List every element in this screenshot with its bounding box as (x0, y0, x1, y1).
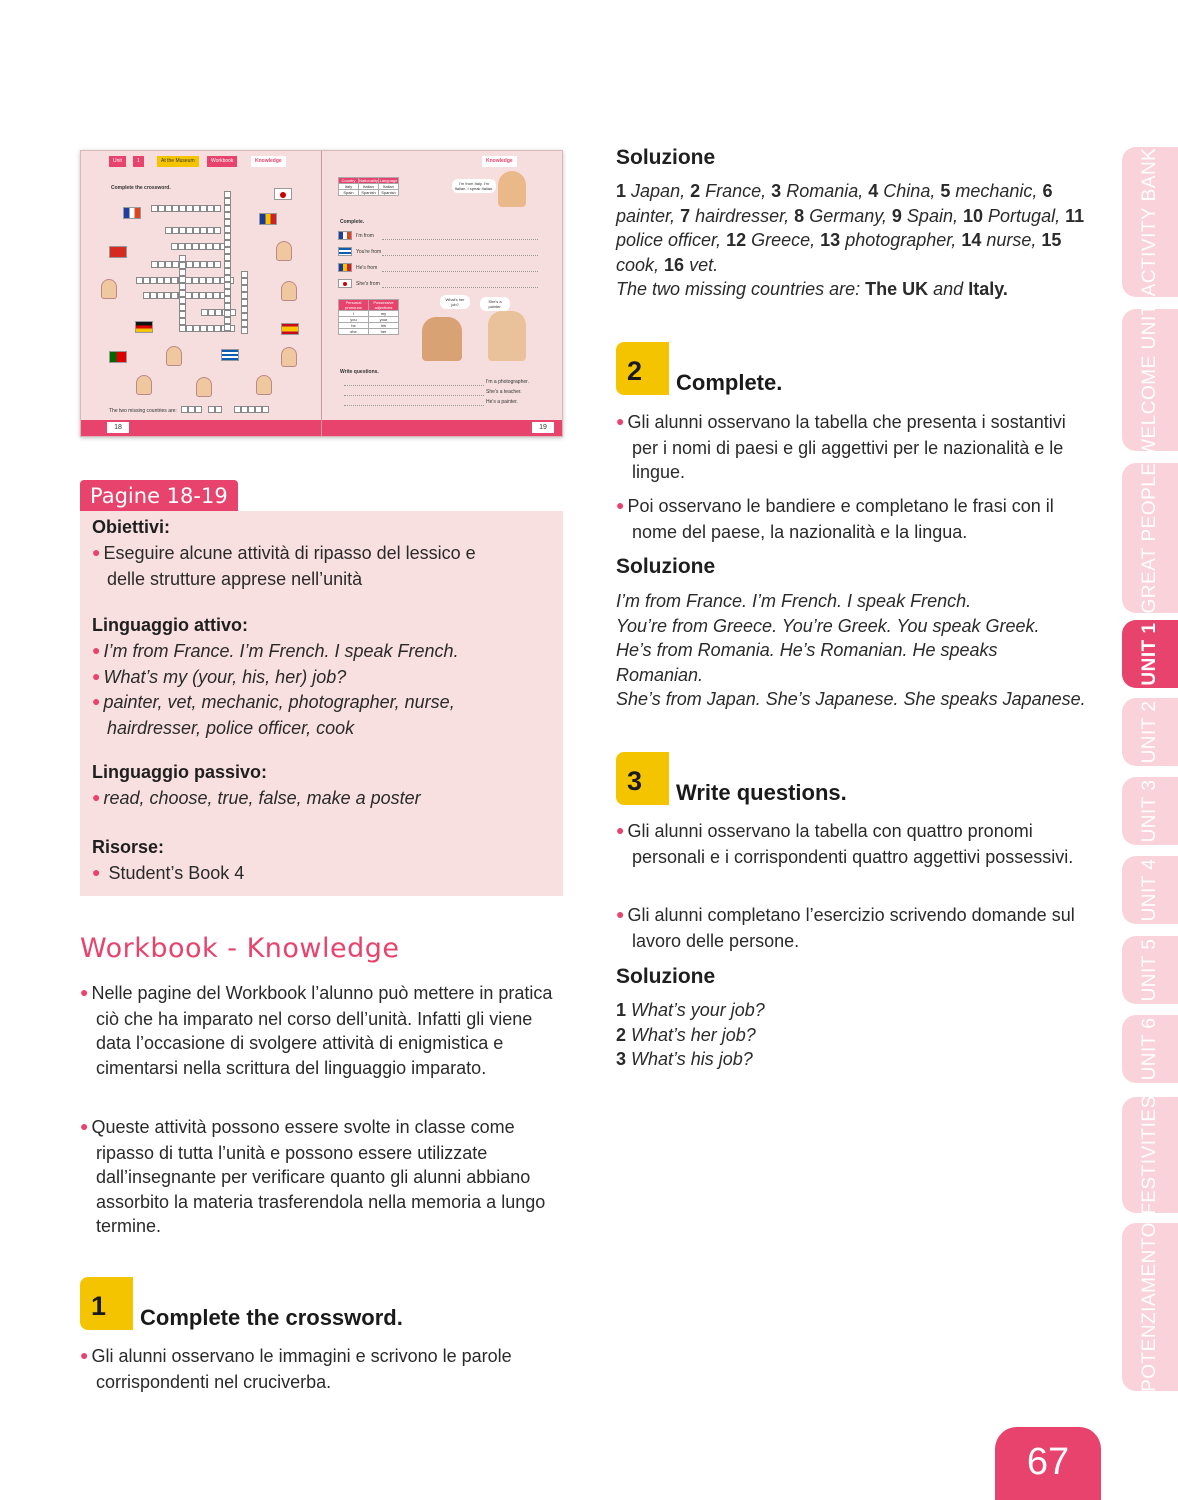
risorse-item (92, 861, 532, 887)
thumb-table-cell: Spanish (359, 190, 379, 196)
thumb-table-cell: Italian (359, 184, 379, 190)
exercise-title: Write questions. (676, 780, 847, 805)
thumb-pronoun-table (338, 299, 399, 335)
thumb-line-label: I'm from (356, 233, 374, 239)
thumb-page-number-right: 19 (532, 422, 554, 433)
thumb-table-cell: she (339, 329, 369, 335)
exercise-text: Poi osservano le bandiere e completano le frasi con il nome del paese, la nazionalità e la lingua. (627, 496, 1054, 542)
thumb-write-line (382, 271, 538, 272)
bullet-icon: ● (616, 822, 625, 838)
crossword-column (241, 271, 248, 334)
tab-festivities[interactable] (1122, 1097, 1178, 1213)
bullet-icon: ● (616, 906, 625, 922)
thumb-write-line (344, 395, 484, 396)
workbook-page-right (322, 151, 563, 436)
exercise-bullet (616, 494, 1094, 544)
thumb-right-header: Knowledge (482, 156, 517, 167)
lesson-info-box (80, 511, 563, 896)
crossword-column (179, 255, 186, 332)
exercise-text: Gli alunni osservano le immagini e scrivono le parole corrispondenti nel cruciverba. (91, 1346, 512, 1392)
vet-figure-icon (256, 375, 272, 395)
risorse-heading: Risorse: (92, 837, 165, 857)
thumb-table-cell: Spanish (379, 190, 399, 196)
exercise-title: Complete the crossword. (140, 1305, 403, 1330)
thumb-table-cell: I (339, 311, 369, 317)
thumb-table-cell: Italian (379, 184, 399, 190)
thumb-line-label: You're from (356, 249, 382, 255)
crossword-row (151, 261, 221, 268)
tab-label: UNIT 1 (1139, 622, 1160, 686)
bullet-icon: ● (616, 413, 625, 429)
thumb-table-cell: her (369, 329, 399, 335)
tab-label: UNIT 5 (1139, 938, 1160, 1002)
thumb-bubble-answer: She's a painter. (480, 297, 510, 311)
solution-heading: Soluzione (616, 965, 716, 988)
thumb-line-label: He's from (356, 265, 378, 271)
exercise-text: Gli alunni osservano la tabella che presenta i sostantivi per i nomi di paesi e gli aggettivi per le nazionalità e le lingue. (627, 412, 1066, 482)
thumb-speech-bubble: I'm from Italy. I'm Italian. I speak Italian. (452, 179, 496, 193)
workbook-paragraph (80, 1115, 560, 1239)
tab-unit-4[interactable] (1122, 856, 1178, 924)
thumb-page-number-left: 18 (107, 422, 129, 433)
greece-flag-icon (221, 349, 239, 361)
thumb-answer: She's a teacher. (486, 389, 522, 395)
thumb-table-head: Country (339, 178, 359, 184)
girl-figure-icon (422, 317, 462, 361)
tab-unit-3[interactable] (1122, 777, 1178, 845)
bullet-icon: ● (92, 693, 101, 709)
france-flag-icon (123, 207, 141, 219)
solution-text: 1 Japan, 2 France, 3 Romania, 4 China, 5 mechanic, 6 painter, 7 hairdresser, 8 Germany, 9 Spain, 10 Portugal, 11 police officer, 12 Greece, 13 photographer, 14 nurse, 15 cook, 16 vet. The two missing countries are: The UK and Italy. (616, 181, 1085, 299)
solution-line: You’re from Greece. You’re Greek. You speak Greek. (616, 615, 1040, 636)
romania-flag-icon (338, 263, 352, 272)
workbook-spread-thumbnail (80, 150, 563, 437)
thumb-complete-title: Complete. (340, 219, 365, 225)
exercise-bullet (616, 410, 1094, 485)
thumb-write-line (382, 287, 538, 288)
thumb-table-head: Personal pronouns (339, 300, 369, 311)
thumb-tag-knowledge: Knowledge (251, 156, 286, 167)
solution-line: Romanian. (616, 664, 704, 685)
solution-heading: Soluzione (616, 146, 716, 169)
tab-unit-6[interactable] (1122, 1015, 1178, 1083)
bullet-icon: ● (92, 789, 101, 805)
tab-label: GREAT PEOPLE (1139, 462, 1160, 614)
thumb-table-cell: Italy (339, 184, 359, 190)
thumb-answer: He's a painter. (486, 399, 518, 405)
attivo-item: What’s my (your, his, her) job? (103, 666, 347, 687)
passivo-heading: Linguaggio passivo: (92, 762, 268, 782)
exercise-title: Complete. (676, 370, 783, 395)
thumb-answer: I'm a photographer. (486, 379, 529, 385)
thumb-table-cell: my (369, 311, 399, 317)
tab-activity-bank[interactable] (1122, 147, 1178, 297)
thumb-write-title: Write questions. (340, 369, 379, 375)
tab-label: UNIT 3 (1139, 779, 1160, 843)
spain-flag-icon (281, 323, 299, 335)
thumb-table-cell: your (369, 317, 399, 323)
risorse-text: Student’s Book 4 (108, 863, 245, 883)
workbook-knowledge-title: Workbook - Knowledge (80, 933, 400, 964)
obiettivi-item (92, 541, 502, 591)
bullet-icon: ● (92, 864, 101, 880)
thumb-footer-bar (322, 420, 563, 436)
exercise-number-badge: 1 (80, 1277, 133, 1330)
attivo-item: painter, vet, mechanic, photographer, nurse, hairdresser, police officer, cook (103, 692, 455, 738)
solution-text: 1 What’s your job? 2 What’s her job? 3 What’s his job? (616, 1000, 765, 1069)
exercise-text: Gli alunni osservano la tabella con quattro pronomi personali e i corrispondenti quattro aggettivi possessivi. (627, 821, 1074, 867)
tab-label: UNIT 4 (1139, 858, 1160, 922)
bullet-icon: ● (92, 667, 101, 684)
bullet-icon: ● (92, 642, 101, 658)
thumb-country-table (338, 177, 399, 196)
boy-figure-icon (498, 171, 526, 207)
pagine-label: Pagine 18-19 (80, 480, 238, 512)
workbook-text: Queste attività possono essere svolte in classe come ripasso di tutta l’unità e possono essere utilizzate dall’insegnante per verificare quanto gli alunni abbiano assorbito la materia trasferendola nella memoria a lungo termine. (91, 1117, 546, 1236)
bullet-icon: ● (80, 984, 89, 1000)
bullet-icon: ● (80, 1118, 89, 1134)
crossword-row (151, 205, 221, 212)
thumb-table-cell: Spain (339, 190, 359, 196)
cook-figure-icon (281, 347, 297, 367)
thumb-write-line (382, 239, 538, 240)
tab-welcome-unit[interactable] (1122, 303, 1178, 457)
exercise-text: Gli alunni completano l’esercizio scrivendo domande sul lavoro delle persone. (627, 905, 1075, 951)
workbook-text: Nelle pagine del Workbook l’alunno può mettere in pratica ciò che ha imparato nel corso dell’unità. Infatti gli viene data l’occasione di svolgere attività di enigmistica e cimentarsi nella scrittura del linguaggio imparato. (91, 983, 553, 1078)
tab-potenziamento[interactable] (1122, 1223, 1178, 1391)
china-flag-icon (109, 246, 127, 258)
solution-line: I’m from France. I’m French. I speak French. (616, 591, 972, 611)
japan-flag-icon (338, 279, 352, 288)
bullet-icon: ● (80, 1347, 89, 1363)
tab-unit-2[interactable] (1122, 698, 1178, 766)
greece-flag-icon (338, 247, 352, 256)
thumb-line-label: She's from (356, 281, 380, 287)
boy-figure-icon (488, 311, 526, 361)
solution-heading: Soluzione (616, 555, 716, 578)
tab-label: UNIT 2 (1139, 700, 1160, 764)
tab-unit-1[interactable] (1122, 620, 1178, 688)
thumb-tag-title: At the Museum (157, 156, 199, 167)
bullet-icon: ● (616, 497, 625, 513)
exercise-description (80, 1344, 560, 1394)
thumb-bubble-question: What's her job? (440, 295, 470, 309)
thumb-tag-unit-number: 1 (133, 156, 144, 167)
thumb-write-line (344, 385, 484, 386)
thumb-table-cell: he (339, 323, 369, 329)
photographer-figure-icon (196, 377, 212, 397)
thumb-table-cell: his (369, 323, 399, 329)
thumb-table-cell: you (339, 317, 369, 323)
obiettivi-text: Eseguire alcune attività di ripasso del lessico e delle strutture apprese nell’unità (103, 543, 476, 589)
portugal-flag-icon (109, 351, 127, 363)
attivo-heading: Linguaggio attivo: (92, 615, 248, 635)
tab-label: POTENZIAMENTO (1139, 1222, 1160, 1392)
thumb-write-line (344, 405, 484, 406)
tab-label: WELCOME UNIT (1139, 303, 1160, 457)
romania-flag-icon (259, 213, 277, 225)
passivo-item (92, 786, 532, 812)
crossword-answer-boxes (181, 406, 269, 413)
exercise-bullet (616, 819, 1094, 869)
painter-figure-icon (276, 241, 292, 261)
passivo-text: read, choose, true, false, make a poster (103, 788, 421, 808)
exercise-number-badge: 3 (616, 752, 669, 805)
nurse-figure-icon (136, 375, 152, 395)
tab-label: ACTIVITY BANK (1139, 147, 1160, 297)
thumb-missing-countries: The two missing countries are: (109, 408, 177, 414)
attivo-item: I’m from France. I’m French. I speak French. (103, 641, 459, 661)
mechanic-figure-icon (281, 281, 297, 301)
attivo-list (92, 639, 502, 740)
thumb-write-line (382, 255, 538, 256)
solution-line: He’s from Romania. He’s Romanian. He speaks (616, 640, 998, 660)
crossword-column (224, 191, 231, 331)
solution-line: She’s from Japan. She’s Japanese. She speaks Japanese. (616, 689, 1086, 709)
japan-flag-icon (274, 188, 292, 200)
police-officer-figure-icon (166, 346, 182, 366)
workbook-paragraph (80, 981, 560, 1080)
page-number: 67 (995, 1427, 1101, 1500)
tab-unit-5[interactable] (1122, 936, 1178, 1004)
france-flag-icon (338, 231, 352, 240)
hairdresser-figure-icon (101, 279, 117, 299)
solution-text (616, 589, 1094, 712)
tab-label: FESTIVITIES (1139, 1095, 1160, 1215)
bullet-icon: ● (92, 544, 101, 560)
thumb-table-head: Language (379, 178, 398, 183)
thumb-tag-unit: Unit (109, 156, 126, 167)
crossword-row (171, 243, 227, 250)
obiettivi-heading: Obiettivi: (92, 517, 171, 537)
workbook-page-left (81, 151, 322, 436)
thumb-table-head: Possessive adjectives (369, 300, 399, 311)
exercise-bullet (616, 903, 1094, 953)
thumb-exercise-title: Complete the crossword. (111, 185, 171, 191)
exercise-number-badge: 2 (616, 342, 669, 395)
tab-label: UNIT 6 (1139, 1017, 1160, 1081)
thumb-table-head: Nationality (359, 178, 378, 183)
crossword-row (165, 227, 221, 234)
thumb-tag-workbook: Workbook (207, 156, 237, 167)
germany-flag-icon (135, 321, 153, 333)
tab-great-people[interactable] (1122, 463, 1178, 613)
